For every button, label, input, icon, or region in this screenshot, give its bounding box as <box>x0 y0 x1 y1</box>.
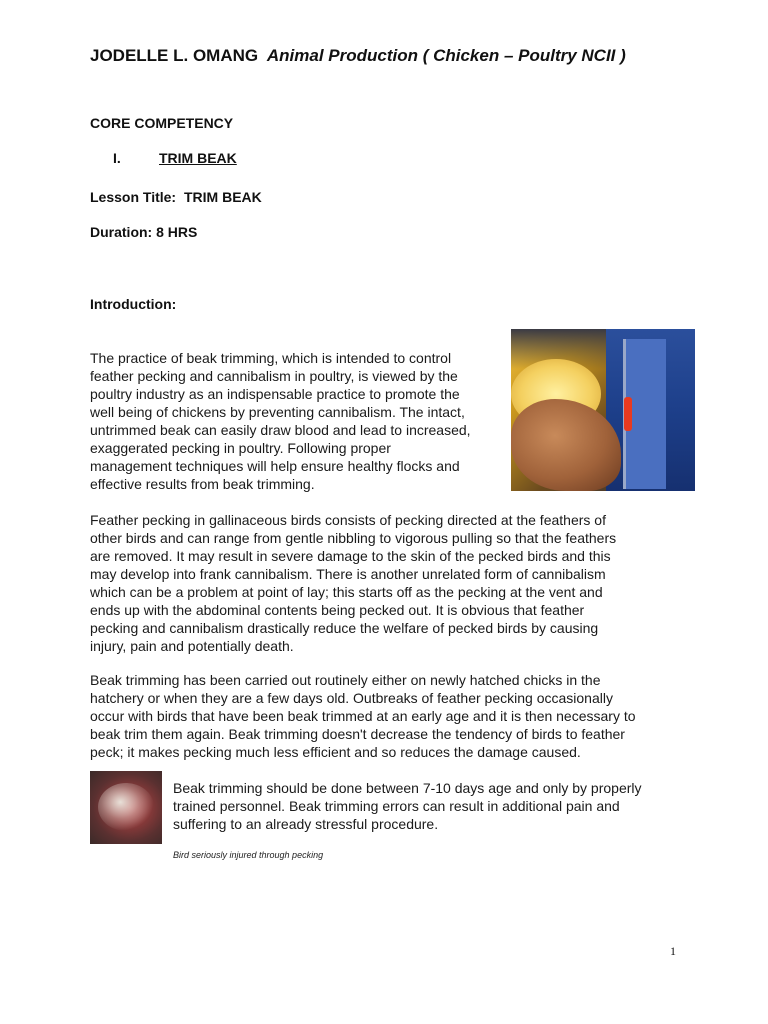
page-number: 1 <box>670 944 676 958</box>
beak-trimming-photo <box>511 329 695 491</box>
text-line: pecking and cannibalism drastically reduce the welfare of pecked birds by causing <box>90 620 599 636</box>
text-line: suffering to an already stressful procedure. <box>173 816 439 832</box>
author-name: JODELLE L. OMANG <box>90 46 259 65</box>
document-header <box>90 46 626 66</box>
text-line: The practice of beak trimming, which is intended to control <box>90 350 452 366</box>
intro-paragraph-3 <box>90 671 690 761</box>
text-line: may develop into frank cannibalism. There is another unrelated form of cannibalism <box>90 566 606 582</box>
lesson-title <box>90 189 262 205</box>
section-item-title: TRIM BEAK <box>159 150 237 166</box>
text-line: hatchery or when they are a few days old. Outbreaks of feather pecking occasionally <box>90 690 613 706</box>
document-subtitle: Animal Production ( Chicken – Poultry NCII ) <box>266 46 626 65</box>
text-line: poultry industry as an indispensable practice to promote the <box>90 386 460 402</box>
text-line: Beak trimming has been carried out routinely either on newly hatched chicks in the <box>90 672 601 688</box>
intro-paragraph-1 <box>90 349 505 493</box>
introduction-heading: Introduction: <box>90 296 177 312</box>
text-line: which can be a problem at point of lay; this starts off as the pecking at the vent and <box>90 584 603 600</box>
text-line: Feather pecking in gallinaceous birds consists of pecking directed at the feathers of <box>90 512 606 528</box>
lesson-title-value: TRIM BEAK <box>183 189 262 205</box>
text-line: are removed. It may result in severe damage to the skin of the pecked birds and this <box>90 548 611 564</box>
lesson-title-label: Lesson Title: <box>90 189 177 205</box>
text-line: well being of chickens by preventing cannibalism. The intact, <box>90 404 465 420</box>
text-line: peck; it makes pecking much less efficient and so reduces the damage caused. <box>90 744 581 760</box>
section-heading: CORE COMPETENCY <box>90 115 234 131</box>
text-line: trained personnel. Beak trimming errors can result in additional pain and <box>173 798 620 814</box>
text-line: exaggerated pecking in poultry. Following proper <box>90 440 391 456</box>
section-item-number: I. <box>113 150 121 166</box>
text-line: management techniques will help ensure healthy flocks and <box>90 458 460 474</box>
text-line: Beak trimming should be done between 7-10 days age and only by properly <box>173 780 642 796</box>
intro-paragraph-2 <box>90 511 690 655</box>
text-line: injury, pain and potentially death. <box>90 638 294 654</box>
lesson-duration: Duration: 8 HRS <box>90 224 198 240</box>
text-line: occur with birds that have been beak trimmed at an early age and it is then necessary to <box>90 708 636 724</box>
injured-bird-photo <box>90 771 162 844</box>
text-line: ends up with the abdominal contents being pecked out. It is obvious that feather <box>90 602 585 618</box>
text-line: other birds and can range from gentle nibbling to vigorous pulling so that the feathers <box>90 530 617 546</box>
text-line: beak trim them again. Beak trimming doesn't decrease the tendency of birds to feather <box>90 726 625 742</box>
text-line: effective results from beak trimming. <box>90 476 315 492</box>
photo-caption: Bird seriously injured through pecking <box>173 850 324 860</box>
text-line: feather pecking and cannibalism in poultry, is viewed by the <box>90 368 458 384</box>
intro-paragraph-4 <box>173 779 693 833</box>
text-line: untrimmed beak can easily draw blood and lead to increased, <box>90 422 471 438</box>
